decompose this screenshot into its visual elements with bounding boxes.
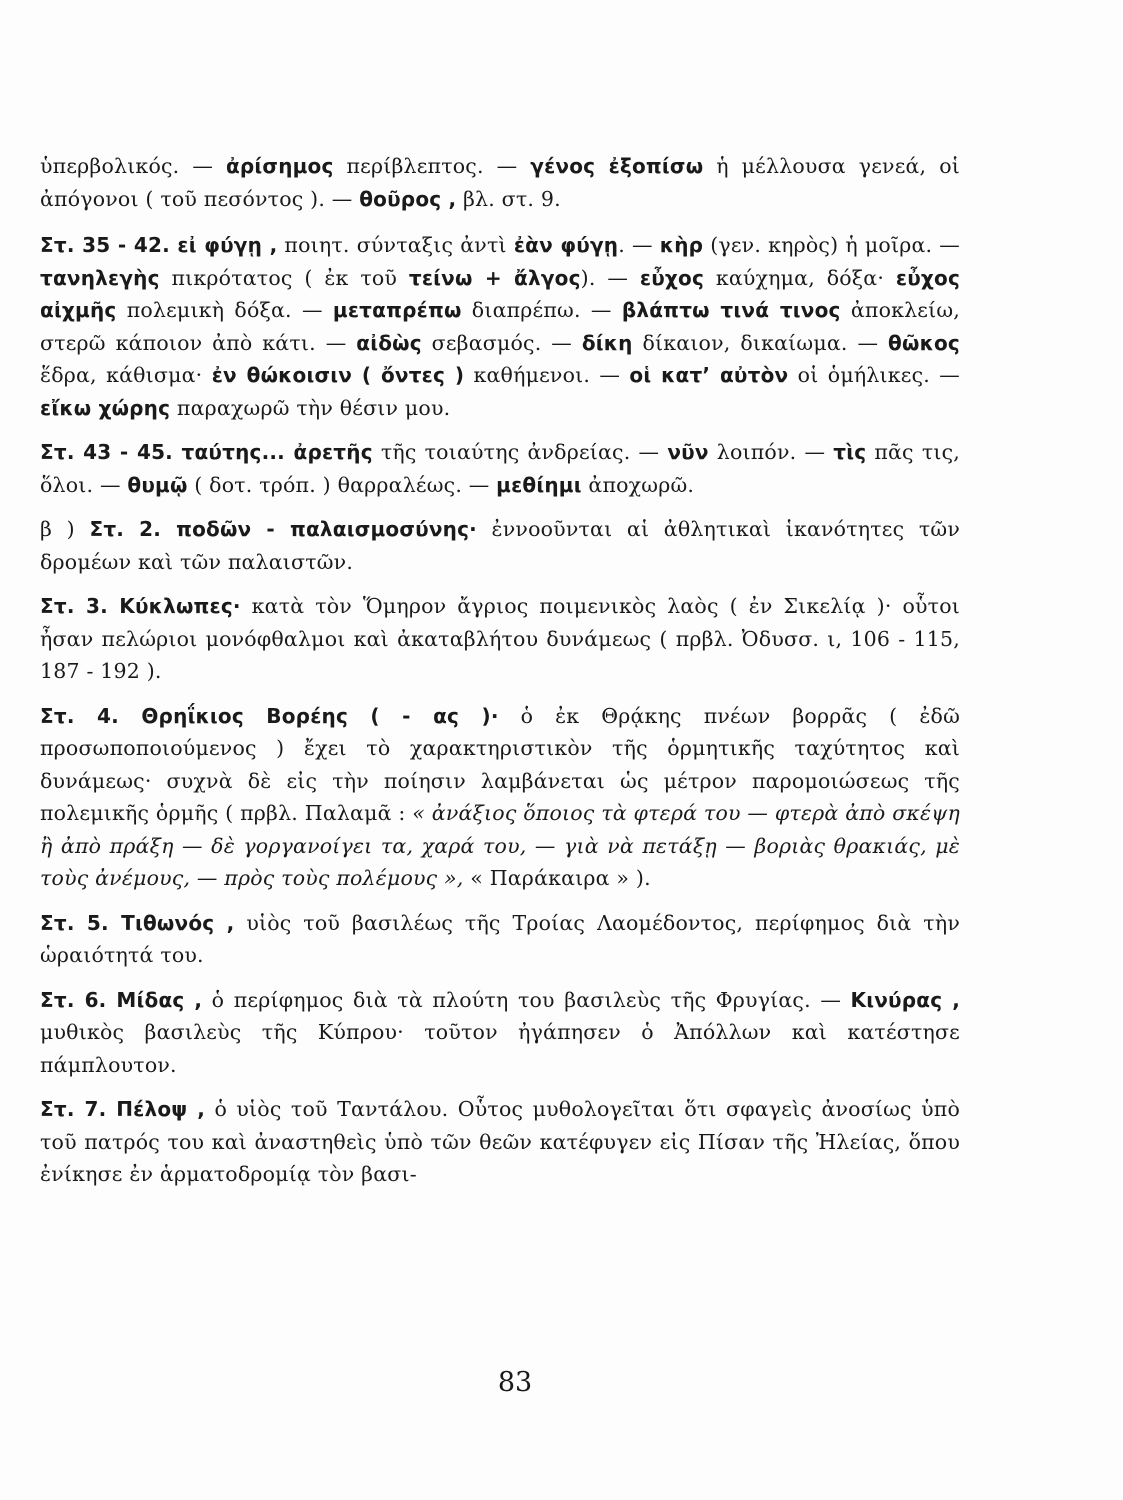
paragraph <box>40 513 960 578</box>
page-number: 83 <box>497 1367 533 1398</box>
bold-term: Στ. 4. Θρηΐκιος Βορέης ( - ας )· <box>40 703 499 728</box>
bold-term: εἴκω χώρης <box>40 395 171 420</box>
paragraph <box>40 907 960 972</box>
bold-term: τὶς <box>833 440 867 464</box>
commentary-text <box>40 150 960 1203</box>
paragraph <box>40 590 960 688</box>
bold-term: μεταπρέπω <box>332 298 462 322</box>
bold-term: ἐὰν φύγῃ <box>513 233 619 257</box>
text-run: σεβασμός. — <box>421 330 582 355</box>
text-run: καθήμενοι. — <box>464 363 630 387</box>
text-run: ( δοτ. τρόπ. ) θαρραλέως. — <box>187 472 497 497</box>
bold-term: θῶκος <box>888 330 960 355</box>
bold-term: εὖχος αἰχμῆς <box>40 265 960 322</box>
bold-term: Στ. 43 - 45. ταύτης... ἀρετῆς <box>40 440 373 464</box>
text-run: ὑπερβολικός. — <box>40 154 226 178</box>
bold-term: Στ. 35 - 42. εἰ φύγῃ , <box>40 233 278 257</box>
text-run: βλ. στ. 9. <box>456 186 561 211</box>
bold-term: νῦν <box>667 440 709 464</box>
text-run: λοιπόν. — <box>708 440 834 464</box>
text-run: β ) <box>40 517 90 541</box>
bold-term: θοῦρος , <box>359 186 457 211</box>
text-run: δίκαιον, δικαίωμα. — <box>632 330 889 355</box>
text-run: υἱὸς τοῦ βασιλέως τῆς Τροίας Λαομέδοντος, περίφημος διὰ τὴν ὡραιότητά του. <box>40 910 960 967</box>
text-run: . — <box>618 233 660 257</box>
bold-term: ἀρίσημος <box>225 154 334 178</box>
bold-term: Στ. 6. Μίδας , <box>40 987 203 1012</box>
paragraph <box>40 984 960 1082</box>
text-run: ). — <box>580 265 640 290</box>
bold-term: αἰδὼς <box>356 330 422 355</box>
bold-term: τείνω + ἄλγος <box>408 265 581 290</box>
bold-term: Στ. 7. Πέλοψ , <box>40 1097 206 1121</box>
text-run: ὁ ἐκ Θρᾴκης πνέων βορρᾶς ( ἐδῶ προσωποποιούμενος ) ἔχει τὸ χαρακτηριστικὸν τῆς ὁρμητικῆς ταχύτητος καὶ δυνάμεως· συχνὰ δὲ εἰς τὴν ποίησιν λαμβάνεται ὡς μέτρον παρομοιώσεως τῆς πολεμικῆς ὁρμῆς ( πρβλ. Παλαμᾶ : <box>40 703 960 825</box>
paragraph <box>40 436 960 501</box>
text-run: (γεν. κηρὸς) ἡ μοῖρα. — <box>703 233 960 257</box>
text-run: ποιητ. σύνταξις ἀντὶ <box>277 233 514 257</box>
text-run: παραχωρῶ τὴν θέσιν μου. <box>170 395 451 420</box>
text-run: ἀποχωρῶ. <box>581 472 695 497</box>
paragraph <box>40 150 960 215</box>
text-run: καύχημα, δόξα· <box>704 265 896 290</box>
text-run: τῆς τοιαύτης ἀνδρείας. — <box>372 440 668 464</box>
text-run: ἕδρα, κάθισμα· <box>40 363 212 387</box>
bold-term: ἐν θώκοισιν ( ὄντες ) <box>211 363 465 387</box>
text-run: ὁ περίφημος διὰ τὰ πλούτη του βασιλεὺς τῆς Φρυγίας. — <box>202 987 851 1012</box>
bold-term: τανηλεγὴς <box>40 265 160 290</box>
text-run: ἀποκλείω, στερῶ κάποιον ἀπὸ κάτι. — <box>40 298 961 355</box>
text-run: ὁ υἱὸς τοῦ Ταντάλου. Οὗτος μυθολογεῖται ὅτι σφαγεὶς ἀνοσίως ὑπὸ τοῦ πατρός του καὶ ἀναστηθεὶς ὑπὸ τῶν θεῶν κατέφυγεν εἰς Πίσαν τῆς Ἠλείας, ὅπου ἐνίκησε ἐν ἁρματοδρομίᾳ τὸν βασι- <box>40 1097 960 1186</box>
text-run: πᾶς τις, ὅλοι. — <box>40 440 960 497</box>
bold-term: βλάπτω τινά τινος <box>621 298 841 322</box>
bold-term: Στ. 2. ποδῶν - παλαισμοσύνης· <box>89 517 477 541</box>
text-run: οἱ ὁμήλικες. — <box>788 363 960 387</box>
text-run: διαπρέπω. — <box>461 298 622 322</box>
paragraph <box>40 1093 960 1191</box>
bold-term: μεθίημι <box>496 472 582 497</box>
quoted-verse: « ἀνάξιος ὅποιος τὰ φτερά του — φτερὰ ἀπὸ σκέψη ἢ ἀπὸ πράξη — δὲ γοργανοίγει τα, χαρά του, — γιὰ νὰ πετάξῃ — βοριὰς θρακιάς, μὲ τοὺς ἀνέμους, — πρὸς τοὺς πολέμους », <box>40 801 961 890</box>
bold-term: γένος ἐξοπίσω <box>530 154 704 178</box>
text-run: πολεμικὴ δόξα. — <box>116 298 333 322</box>
paragraph <box>40 700 960 895</box>
paragraph <box>40 229 960 424</box>
bold-term: οἱ κατ’ αὐτὸν <box>629 363 789 387</box>
bold-term: δίκη <box>581 330 633 355</box>
text-run: « Παράκαιρα » ). <box>463 866 651 890</box>
bold-term: Κινύρας , <box>850 987 960 1012</box>
text-run: ἡ μέλλουσα γενεά, οἱ ἀπόγονοι ( τοῦ πεσόντος ). — <box>40 154 960 211</box>
bold-term: κὴρ <box>659 233 704 257</box>
text-run: μυθικὸς βασιλεὺς τῆς Κύπρου· τοῦτον ἠγάπησεν ὁ Ἀπόλλων καὶ κατέστησε πάμπλουτον. <box>40 1020 960 1077</box>
text-run: περίβλεπτος. — <box>333 154 531 178</box>
bold-term: θυμῷ <box>127 472 188 497</box>
bold-term: Στ. 5. Τιθωνός , <box>40 910 235 935</box>
bold-term: εὖχος <box>639 265 705 290</box>
text-run: κατὰ τὸν Ὅμηρον ἄγριος ποιμενικὸς λαὸς ( ἐν Σικελίᾳ )· οὗτοι ἦσαν πελώριοι μονόφθαλμοι καὶ ἀκαταβλήτου δυνάμεως ( πρβλ. Ὀδυσσ. ι, 106 - 115, 187 - 192 ). <box>40 594 960 683</box>
bold-term: Στ. 3. Κύκλωπες· <box>40 594 241 618</box>
text-run: ἐννοοῦνται αἱ ἀθλητικαὶ ἱκανότητες τῶν δρομέων καὶ τῶν παλαιστῶν. <box>40 517 960 574</box>
text-run: πικρότατος ( ἐκ τοῦ <box>159 265 409 290</box>
